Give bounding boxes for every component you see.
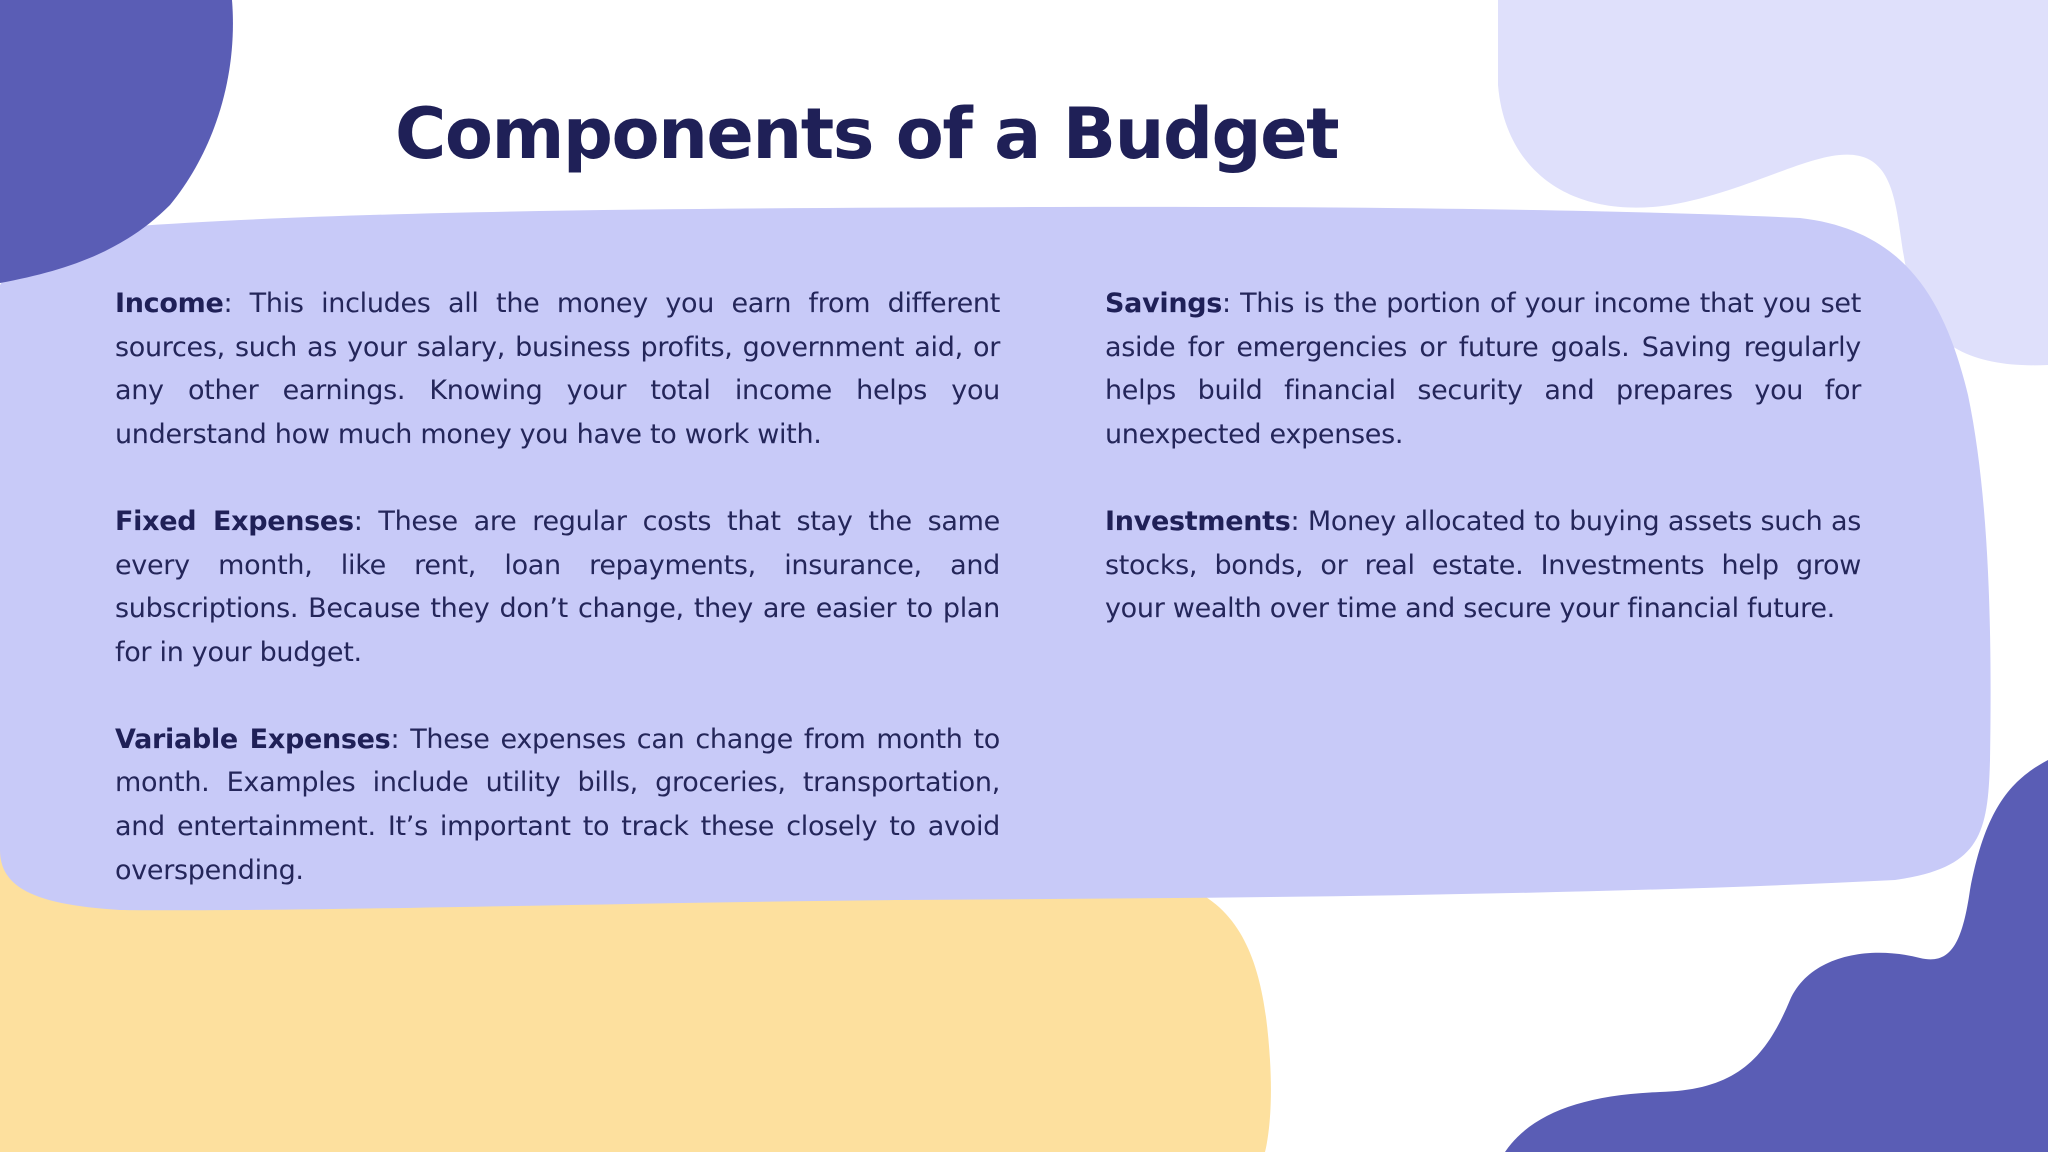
fixed-expenses-paragraph bbox=[115, 500, 1000, 675]
income-term: Income bbox=[115, 288, 224, 319]
income-paragraph bbox=[115, 282, 1000, 457]
savings-term: Savings bbox=[1105, 288, 1223, 319]
right-column bbox=[1105, 282, 1861, 674]
left-column bbox=[115, 282, 1000, 935]
variable-expenses-paragraph bbox=[115, 718, 1000, 893]
investments-text: : Money allocated to buying assets such as stocks, bonds, or real estate. Investments help grow your wealth over time and secure your financial future. bbox=[1105, 505, 1861, 625]
slide-title: Components of a Budget bbox=[395, 93, 1339, 175]
investments-term: Investments bbox=[1105, 505, 1291, 537]
investments-paragraph bbox=[1105, 500, 1861, 631]
variable-expenses-text: : These expenses can change from month to month. Examples include utility bills, groceries, transportation, and entertainment. It’s important to track these closely to avoid overspending. bbox=[115, 723, 1000, 886]
variable-expenses-term: Variable Expenses bbox=[115, 723, 391, 755]
fixed-expenses-text: : These are regular costs that stay the same every month, like rent, loan repayments, insurance, and subscriptions. Because they don’t change, they are easier to plan for in your budget. bbox=[115, 505, 1000, 668]
savings-text: : This is the portion of your income that you set aside for emergencies or future goals. Saving regularly helps build financial security and prepares you for unexpected expenses. bbox=[1105, 288, 1861, 451]
income-text: : This includes all the money you earn from different sources, such as your salary, business profits, government aid, or any other earnings. Knowing your total income helps you understand how much money you have to work with. bbox=[115, 288, 1000, 451]
savings-paragraph bbox=[1105, 282, 1861, 457]
fixed-expenses-term: Fixed Expenses bbox=[115, 505, 354, 537]
